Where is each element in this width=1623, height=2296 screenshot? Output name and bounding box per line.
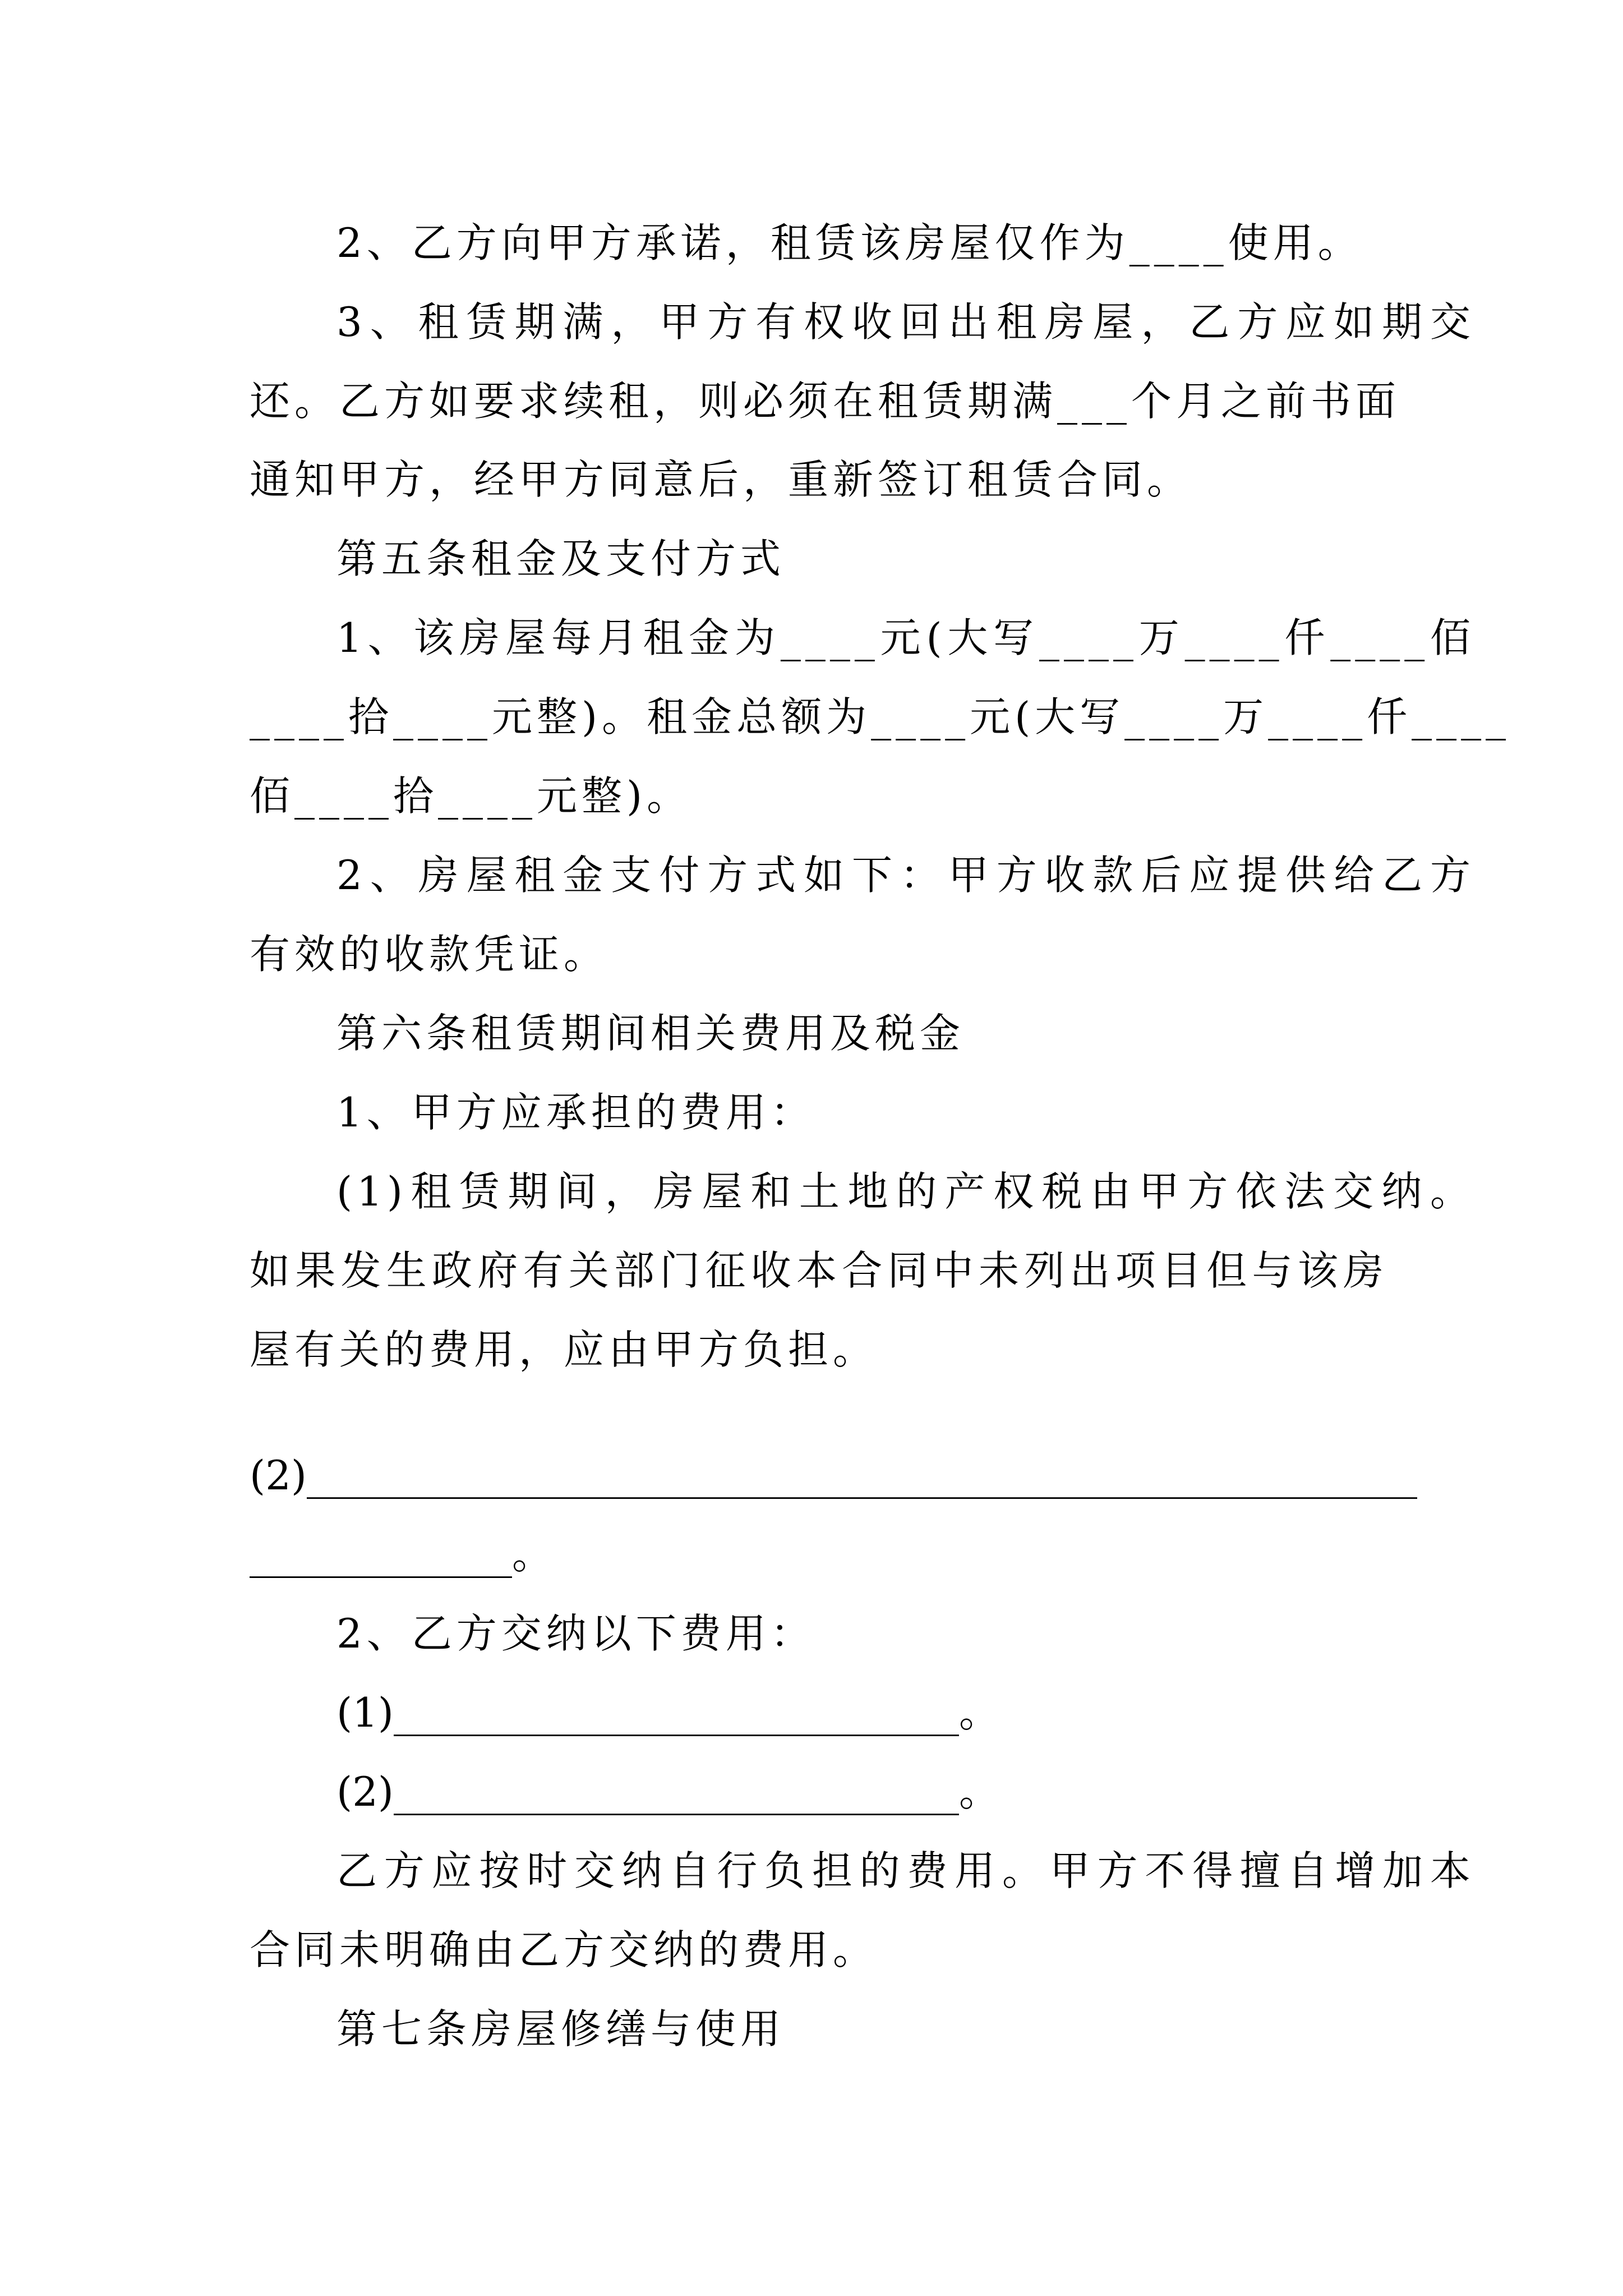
blank-line: (2)_______________________________________________________ [250, 1452, 1417, 1499]
section-heading: 第七条房屋修缮与使用 [336, 2005, 786, 2053]
section-heading: 第五条租金及支付方式 [336, 535, 786, 582]
blank-line: _____________。 [250, 1531, 552, 1578]
paragraph-line: (1)租赁期间，房屋和土地的产权税由甲方依法交纳。 [336, 1168, 1475, 1215]
paragraph-line: 有效的收款凭证。 [250, 931, 609, 978]
paragraph-line: ____拾____元整)。租金总额为____元(大写____万____仟____ [250, 693, 1511, 740]
paragraph-line: 合同未明确由乙方交纳的费用。 [250, 1926, 878, 1973]
paragraph-line: 2、乙方向甲方承诺，租赁该房屋仅作为____使用。 [336, 219, 1363, 266]
paragraph-line: 通知甲方，经甲方同意后，重新签订租赁合同。 [250, 456, 1192, 503]
blank-line: (2)____________________________。 [336, 1768, 999, 1815]
paragraph-line: 3、租赁期满，甲方有权收回出租房屋，乙方应如期交 [336, 298, 1475, 346]
paragraph-line: 1、甲方应承担的费用： [336, 1089, 815, 1136]
paragraph-line: 佰____拾____元整)。 [250, 772, 692, 820]
blank-line: (1)____________________________。 [336, 1689, 999, 1736]
paragraph-line: 1、该房屋每月租金为____元(大写____万____仟____佰 [336, 614, 1475, 661]
section-heading: 第六条租赁期间相关费用及税金 [336, 1010, 965, 1057]
paragraph-line: 屋有关的费用，应由甲方负担。 [250, 1326, 878, 1373]
paragraph-line: 如果发生政府有关部门征收本合同中未列出项目但与该房 [250, 1247, 1388, 1294]
paragraph-line: 乙方应按时交纳自行负担的费用。甲方不得擅自增加本 [336, 1847, 1475, 1894]
paragraph-line: 还。乙方如要求续租，则必须在租赁期满___个月之前书面 [250, 378, 1401, 425]
paragraph-line: 2、乙方交纳以下费用： [336, 1610, 815, 1657]
paragraph-line: 2、房屋租金支付方式如下：甲方收款后应提供给乙方 [336, 852, 1475, 899]
